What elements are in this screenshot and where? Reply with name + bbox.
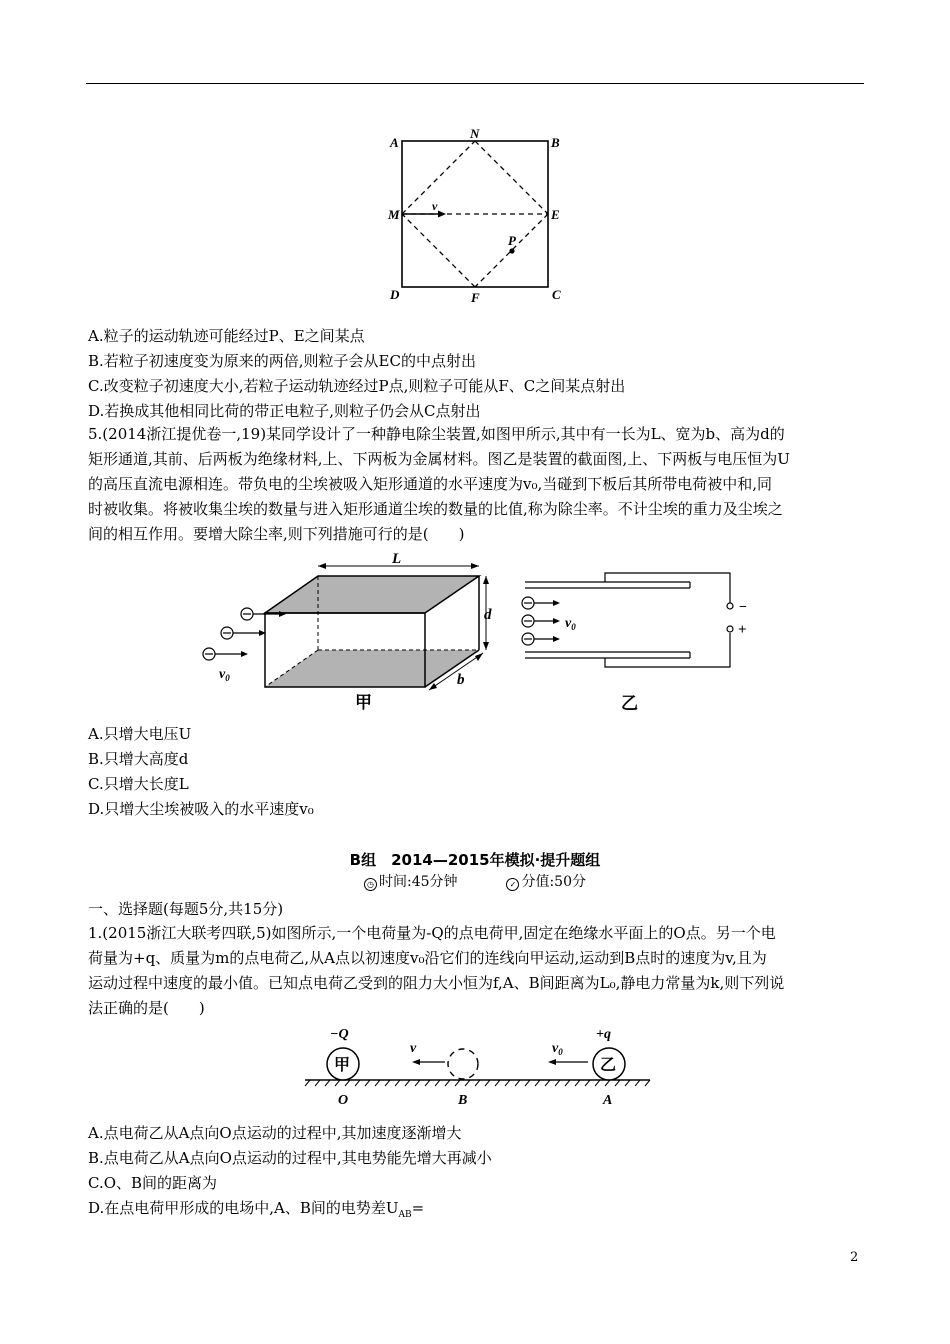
label-F: F [471, 290, 480, 305]
dust-particle [203, 648, 248, 660]
q1-stem-line: 荷量为+q、质量为m的点电荷乙,从A点以初速度v₀沿它们的连线向甲运动,运动到B点时的速度为v,且为 [88, 949, 767, 967]
q5-option-a: A.只增大电压U [88, 725, 192, 743]
q5-option-c: C.只增大长度L [88, 775, 189, 793]
square-trajectory-figure [380, 125, 570, 305]
q1-stem-line: 运动过程中速度的最小值。已知点电荷乙受到的阻力大小恒为f,A、B间距离为L₀,静电力常量为k,则下列说 [88, 974, 785, 992]
label-C: C [552, 287, 561, 302]
label-A: A [390, 135, 399, 150]
charge-yi-label: 乙 [600, 1057, 617, 1074]
label-v: v [410, 1041, 417, 1056]
q1-stem-line: 法正确的是( ) [88, 999, 205, 1017]
label-negQ: −Q [330, 1027, 349, 1042]
caption-jia: 甲 [355, 693, 372, 712]
label-P: P [508, 233, 516, 248]
dust-particle [522, 633, 560, 645]
header-rule [86, 83, 864, 84]
caption-yi: 乙 [621, 694, 638, 713]
label-posq: +q [596, 1027, 611, 1042]
label-B: B [458, 1093, 468, 1108]
label-plus: + [738, 622, 747, 638]
q4-option-d: D.若换成其他相同比荷的带正电粒子,则粒子仍会从C点射出 [88, 402, 481, 420]
label-L: L [392, 551, 402, 567]
label-O: O [338, 1093, 349, 1108]
dust-particle [522, 615, 560, 627]
label-v0: $v_0$ [552, 1041, 563, 1057]
time-limit: 时间:45分钟 [379, 874, 458, 890]
q1-option-d-text: D.在点电荷甲形成的电场中,A、B间的电势差U [88, 1199, 399, 1217]
check-icon: ✓ [506, 878, 519, 891]
label-D: D [390, 287, 400, 302]
dust-channel-figure-jia [195, 550, 505, 720]
q5-stem [88, 422, 864, 547]
q5-option-b: B.只增大高度d [88, 750, 189, 768]
score-total: 分值:50分 [521, 874, 586, 890]
uab-equals: = [411, 1199, 425, 1217]
q1-option-d [88, 1199, 424, 1224]
label-A: A [603, 1093, 613, 1108]
label-d: d [484, 607, 492, 623]
charge-jia-label: 甲 [334, 1057, 351, 1074]
q4-option-a: A.粒子的运动轨迹可能经过P、E之间某点 [88, 327, 365, 345]
label-E: E [551, 207, 560, 222]
label-v0: $v_0$ [219, 667, 230, 683]
clock-icon: ◷ [364, 878, 377, 891]
section-subheading: 一、选择题(每题5分,共15分) [88, 900, 284, 918]
q5-stem-line: 时被收集。将被收集尘埃的数量与进入矩形通道尘埃的数量的比值,称为除尘率。不计尘埃的重力及尘埃之 [88, 500, 783, 518]
q1-option-b: B.点电荷乙从A点向O点运动的过程中,其电势能先增大再减小 [88, 1149, 492, 1167]
label-minus: − [739, 600, 747, 615]
q5-stem-line: 的高压直流电源相连。带负电的尘埃被吸入矩形通道的水平速度为v₀,当碰到下板后其所带电荷被中和,同 [88, 475, 773, 493]
section-title: B组 2014—2015年模拟·提升题组 [349, 851, 601, 869]
label-B: B [551, 135, 560, 150]
point-charge-figure [300, 1018, 660, 1128]
uab-subscript: AB [398, 1210, 412, 1220]
q5-stem-line: 5.(2014浙江提优卷一,19)某同学设计了一种静电除尘装置,如图甲所示,其中有一长为L、宽为b、高为d的 [88, 425, 785, 443]
label-v: v [432, 199, 438, 213]
q5-stem-line: 矩形通道,其前、后两板为绝缘材料,上、下两板为金属材料。图乙是装置的截面图,上、下两板与电压恒为U [88, 450, 790, 468]
q1-stem-line: 1.(2015浙江大联考四联,5)如图所示,一个电荷量为-Q的点电荷甲,固定在绝缘水平面上的O点。另一个电 [88, 924, 776, 942]
label-M: M [388, 207, 400, 222]
q1-stem [88, 921, 864, 1021]
label-v0: $v_0$ [565, 616, 576, 632]
dust-channel-figure-yi [515, 565, 755, 720]
q1-option-a: A.点电荷乙从A点向O点运动的过程中,其加速度逐渐增大 [88, 1124, 462, 1142]
q4-option-c: C.改变粒子初速度大小,若粒子运动轨迹经过P点,则粒子可能从F、C之间某点射出 [88, 377, 626, 395]
label-b: b [457, 672, 465, 688]
label-N: N [470, 126, 480, 141]
page-number: 2 [850, 1250, 859, 1265]
q5-stem-line: 间的相互作用。要增大除尘率,则下列措施可行的是( ) [88, 525, 465, 543]
q5-option-d: D.只增大尘埃被吸入的水平速度v₀ [88, 800, 314, 818]
q1-option-c: C.O、B间的距离为 [88, 1174, 218, 1192]
dust-particle [221, 627, 266, 639]
q4-option-b: B.若粒子初速度变为原来的两倍,则粒子会从EC的中点射出 [88, 352, 476, 370]
dust-particle [522, 597, 560, 609]
section-meta [0, 871, 950, 891]
